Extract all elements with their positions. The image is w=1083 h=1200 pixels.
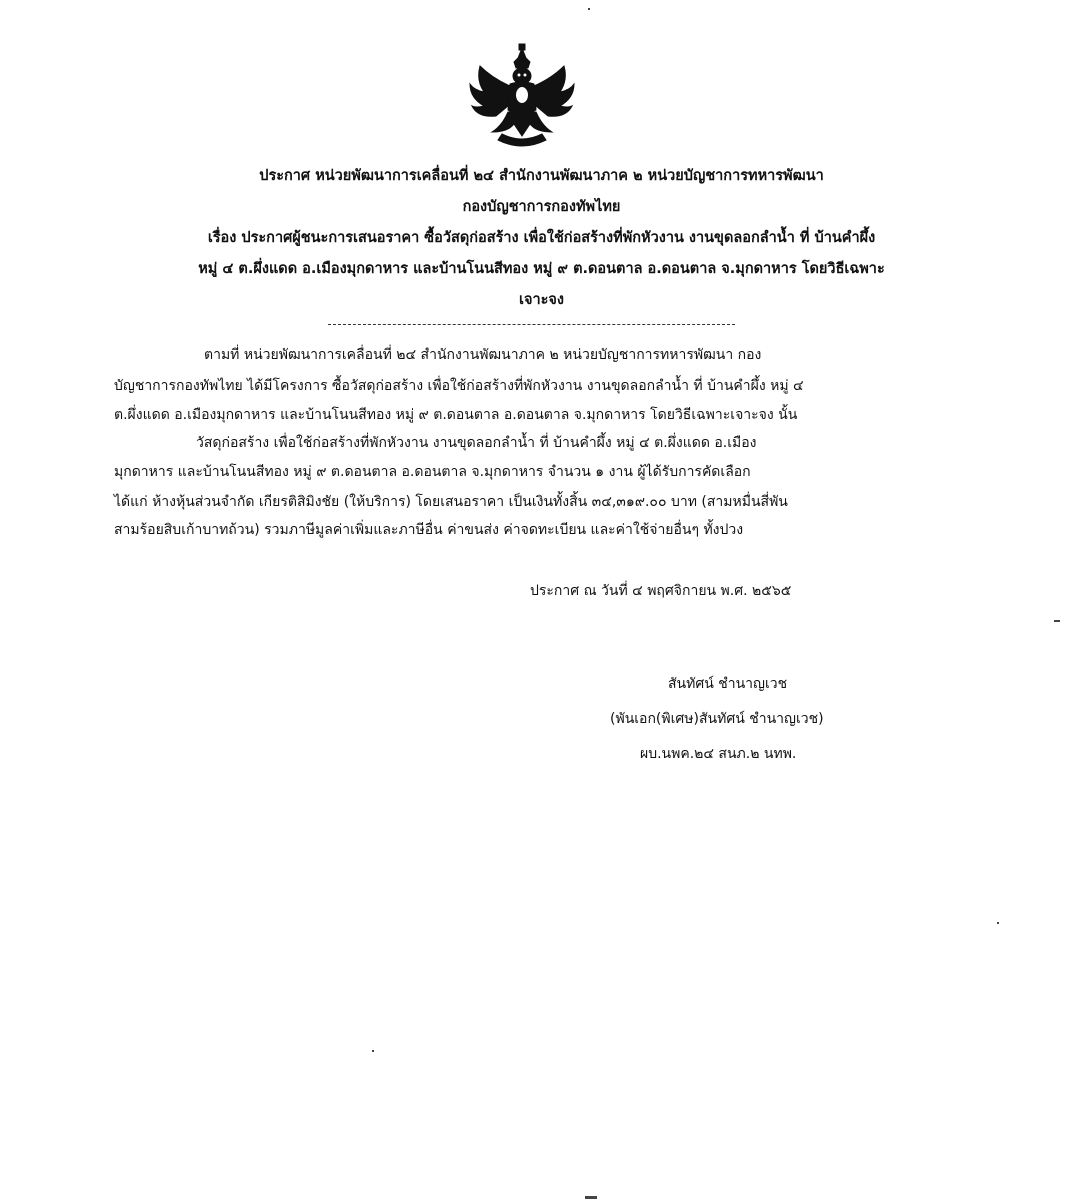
signatory-position: ผบ.นพค.๒๔ สนภ.๒ นทพ. [640,746,797,762]
announcement-date: ประกาศ ณ วันที่ ๔ พฤศจิกายน พ.ศ. ๒๕๖๕ [530,583,792,599]
scan-speck [372,1050,374,1052]
separator-line [328,324,735,325]
scan-speck [997,922,999,924]
scan-speck [585,1196,597,1199]
paragraph-2-line-3: ได้แก่ ห้างหุ้นส่วนจำกัด เกียรติสิมิงชัย (ให้บริการ) โดยเสนอราคา เป็นเงินทั้งสิ้น ๓๔,๓๑๙.๐๐ บาท (สามหมื่นสี่พัน [114,494,788,510]
scan-speck [588,8,590,10]
header-line-5: เจาะจง [519,292,564,308]
scan-speck [1054,620,1060,622]
paragraph-1-line-3: ต.ผึ่งแดด อ.เมืองมุกดาหาร และบ้านโนนสีทอง หมู่ ๙ ต.ดอนตาล อ.ดอนตาล จ.มุกดาหาร โดยวิธีเฉพาะเจาะจง นั้น [114,407,798,423]
header-line-3: เรื่อง ประกาศผู้ชนะการเสนอราคา ซื้อวัสดุก่อสร้าง เพื่อใช้ก่อสร้างที่พักหัวงาน งานขุดลอกลำน้ำ ที่ บ้านคำผึ้ง [207,230,876,246]
header-line-4: หมู่ ๔ ต.ผึ่งแดด อ.เมืองมุกดาหาร และบ้านโนนสีทอง หมู่ ๙ ต.ดอนตาล อ.ดอนตาล จ.มุกดาหาร โดยวิธีเฉพาะ [198,261,885,277]
announcement-header [90,161,993,316]
paragraph-2-line-2: มุกดาหาร และบ้านโนนสีทอง หมู่ ๙ ต.ดอนตาล อ.ดอนตาล จ.มุกดาหาร จำนวน ๑ งาน ผู้ได้รับการคัดเลือก [114,464,751,480]
paragraph-1-line-1: ตามที่ หน่วยพัฒนาการเคลื่อนที่ ๒๔ สำนักงานพัฒนาภาค ๒ หน่วยบัญชาการทหารพัฒนา กอง [204,347,762,363]
paragraph-2-line-1: วัสดุก่อสร้าง เพื่อใช้ก่อสร้างที่พักหัวงาน งานขุดลอกลำน้ำ ที่ บ้านคำผึ้ง หมู่ ๔ ต.ผึ่งแดด อ.เมือง [196,435,757,451]
garuda-emblem-icon [462,40,582,152]
header-line-1: ประกาศ หน่วยพัฒนาการเคลื่อนที่ ๒๔ สำนักงานพัฒนาภาค ๒ หน่วยบัญชาการทหารพัฒนา [259,168,824,184]
paragraph-2-line-4: สามร้อยสิบเก้าบาทถ้วน) รวมภาษีมูลค่าเพิ่มและภาษีอื่น ค่าขนส่ง ค่าจดทะเบียน และค่าใช้จ่ายอื่นๆ ทั้งปวง [114,522,744,538]
paragraph-1-line-2: บัญชาการกองทัพไทย ได้มีโครงการ ซื้อวัสดุก่อสร้าง เพื่อใช้ก่อสร้างที่พักหัวงาน งานขุดลอกลำน้ำ ที่ บ้านคำผึ้ง หมู่ ๔ [114,378,804,394]
header-line-2: กองบัญชาการกองทัพไทย [462,199,621,215]
signature-name: สันทัศน์ ชำนาญเวช [668,676,788,692]
signatory-full-name: (พันเอก(พิเศษ)สันทัศน์ ชำนาญเวช) [610,711,824,727]
